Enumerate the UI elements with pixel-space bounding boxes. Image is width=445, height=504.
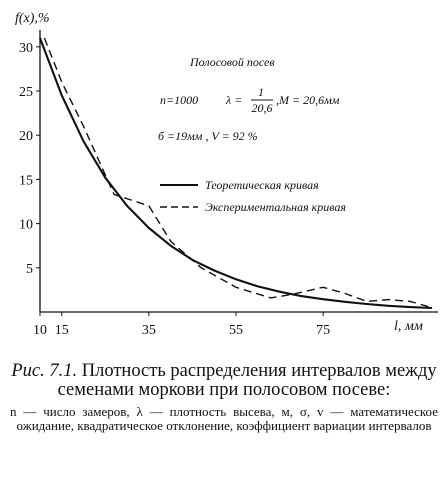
y-tick-label: 15 — [19, 173, 33, 189]
y-tick-label: 5 — [26, 261, 33, 277]
caption-text: Плотность распределения интервалов между семенами моркови при полосовом посеве: — [57, 361, 437, 401]
x-axis-label: l, мм — [394, 319, 423, 334]
y-tick-label: 25 — [19, 85, 33, 101]
annotation-frac-den: 20,6 — [251, 101, 273, 115]
annotation-title: Полосовой посев — [190, 55, 275, 69]
x-tick-label: 75 — [316, 323, 331, 338]
y-axis-label: f(x),% — [15, 11, 50, 26]
y-tick-label: 30 — [19, 40, 33, 56]
series-layer — [40, 38, 432, 308]
annotation-params-lambda: λ = — [226, 93, 243, 107]
series-line-theoretical — [40, 38, 432, 308]
annotation-params-line2: б =19мм , V = 92 % — [158, 129, 258, 143]
legend-label-experimental: Экспериментальная кривая — [205, 200, 346, 214]
axes — [40, 30, 438, 312]
annotation-frac-num: 1 — [258, 85, 264, 99]
figure-caption — [10, 362, 438, 434]
y-tick-label: 20 — [19, 129, 33, 145]
annotation-params-n: n=1000 — [160, 93, 199, 107]
x-tick-label: 55 — [229, 323, 243, 338]
y-tick-label: 10 — [19, 217, 33, 233]
caption-lead: Рис. 7.1. — [11, 361, 78, 381]
x-tick-label: 35 — [141, 323, 156, 338]
caption-title — [10, 362, 438, 401]
x-tick-label: 10 — [33, 323, 47, 338]
annotation-params-m: ,M = 20,6мм — [276, 93, 340, 107]
legend-label-theoretical: Теоретическая кривая — [205, 178, 319, 192]
caption-legend: n — число замеров, λ — плотность высева, м, σ, v — математическое ожидание, квадратическое отклонение, коэффициент вариации интервалов — [10, 403, 438, 434]
x-tick-label: 15 — [54, 323, 69, 338]
